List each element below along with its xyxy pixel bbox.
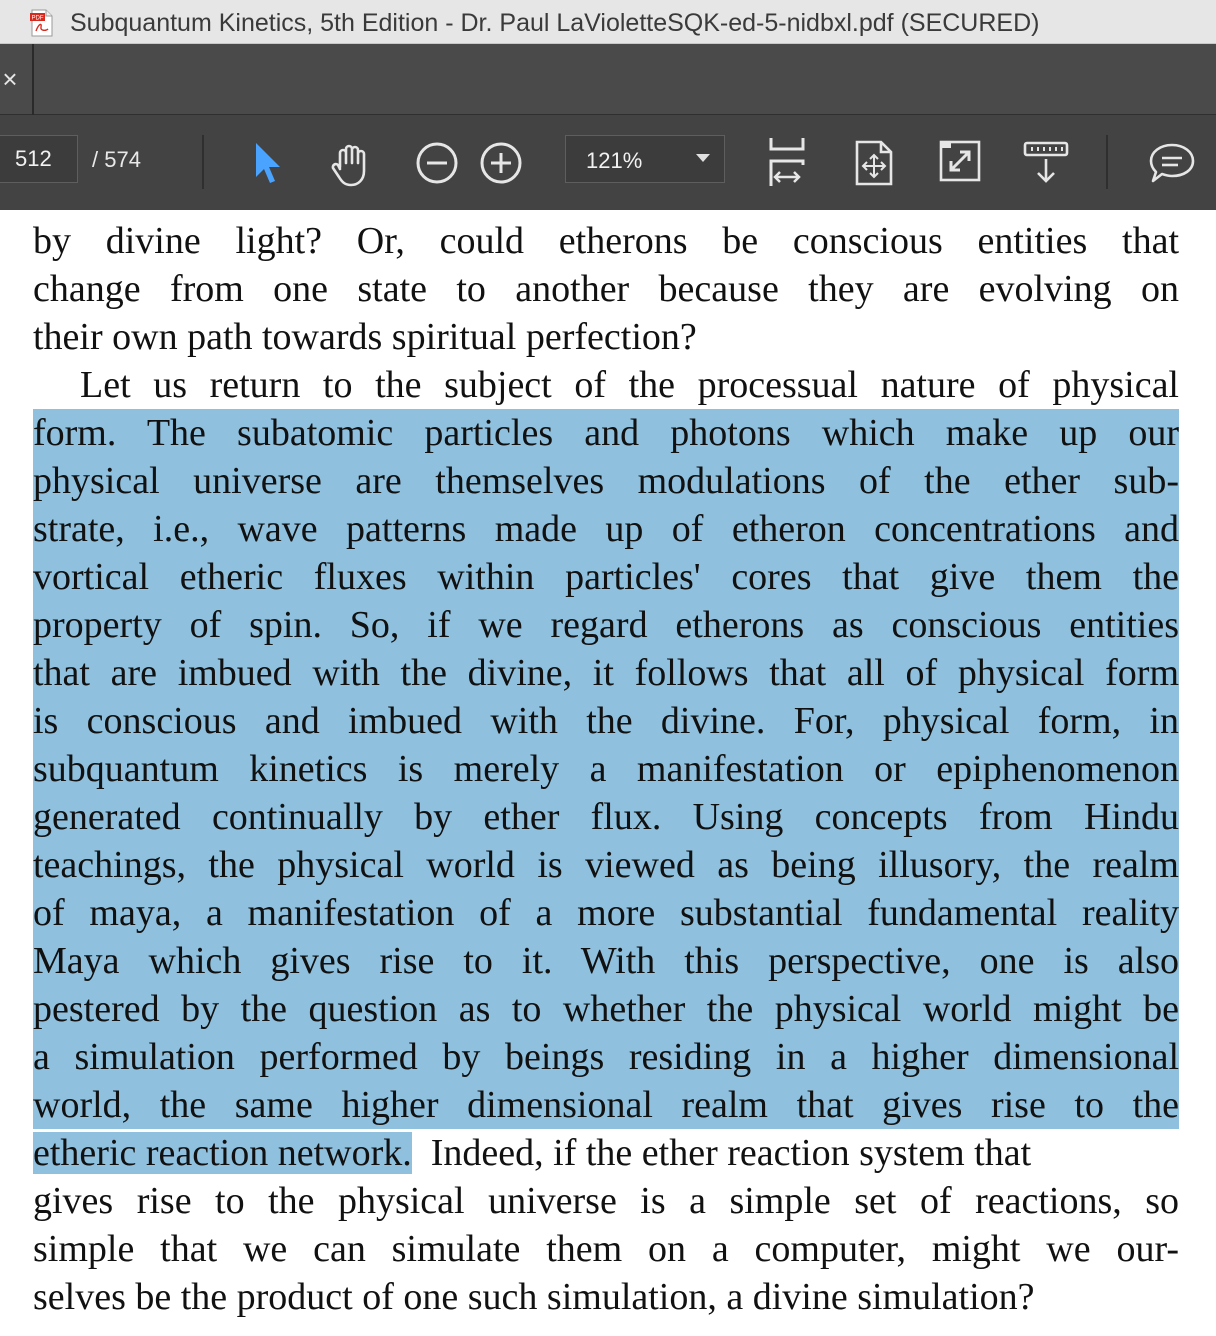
zoom-level-value: 121% [586,148,643,173]
text-line: world, the same higher dimensional realm that gives rise to the [33,1081,1179,1129]
hand-icon[interactable] [328,141,376,189]
toolbar [0,115,1216,210]
text-line: simple that we can simulate them on a computer, might we our- [33,1228,1179,1270]
chevron-down-icon [696,154,710,162]
text-line: subquantum kinetics is merely a manifestation or epiphenomenon [33,745,1179,793]
pdf-file-icon [30,9,54,37]
text-line: Maya which gives rise to it. With this perspective, one is also [33,937,1179,985]
page-number-input[interactable] [0,135,78,183]
close-tab-icon[interactable]: × [2,64,18,94]
text-line [33,1129,1179,1177]
window-title: Subquantum Kinetics, 5th Edition - Dr. Paul LaVioletteSQK-ed-5-nidbxl.pdf (SECURED) [70,9,1040,37]
toolbar-separator [1106,135,1108,189]
window-title-bar [0,0,1216,44]
text-line: generated continually by ether flux. Using concepts from Hindu [33,793,1179,841]
text-line: that are imbued with the divine, it follows that all of physical form [33,649,1179,697]
text-line: gives rise to the physical universe is a simple set of reactions, so [33,1180,1179,1222]
text-line: their own path towards spiritual perfection? [33,316,697,358]
selected-text: etheric reaction network. [33,1132,412,1174]
fullscreen-icon[interactable] [938,139,982,183]
fit-page-icon[interactable] [854,139,894,187]
toolbar-separator [202,135,204,189]
text-line: change from one state to another because they are evolving on [33,268,1179,310]
text-line: of maya, a manifestation of a more substantial fundamental reality [33,889,1179,937]
scroll-mode-icon[interactable] [1022,139,1070,187]
text-line: property of spin. So, if we regard etherons as conscious entities [33,601,1179,649]
text-line: pestered by the question as to whether the physical world might be [33,985,1179,1033]
text-line: form. The subatomic particles and photons which make up our [33,409,1179,457]
pdf-icon-label: PDF [31,15,44,22]
document-tab[interactable] [0,44,34,115]
text-line: physical universe are themselves modulations of the ether sub- [33,457,1179,505]
page-total: / 574 [92,147,141,172]
text-line: is conscious and imbued with the divine. For, physical form, in [33,697,1179,745]
text-line: vortical etheric fluxes within particles' cores that give them the [33,553,1179,601]
text-line: by divine light? Or, could etherons be conscious entities that [33,220,1179,262]
zoom-out-icon[interactable] [414,140,460,186]
text-line: selves be the product of one such simulation, a divine simulation? [33,1276,1035,1318]
text-line: strate, i.e., wave patterns made up of etheron concentrations and [33,505,1179,553]
select-arrow-icon[interactable] [250,141,284,187]
text-line: Let us return to the subject of the processual nature of physical [80,364,1179,406]
tab-strip [0,44,1216,115]
text-line: a simulation performed by beings residing in a higher dimensional [33,1033,1179,1081]
unselected-text: Indeed, if the ether reaction system that [411,1132,1032,1174]
zoom-in-icon[interactable] [478,140,524,186]
text-line: teachings, the physical world is viewed as being illusory, the realm [33,841,1179,889]
fit-width-icon[interactable] [766,135,808,189]
document-page[interactable] [0,210,1216,1336]
zoom-level-select[interactable] [565,135,725,183]
comment-icon[interactable] [1148,141,1196,185]
